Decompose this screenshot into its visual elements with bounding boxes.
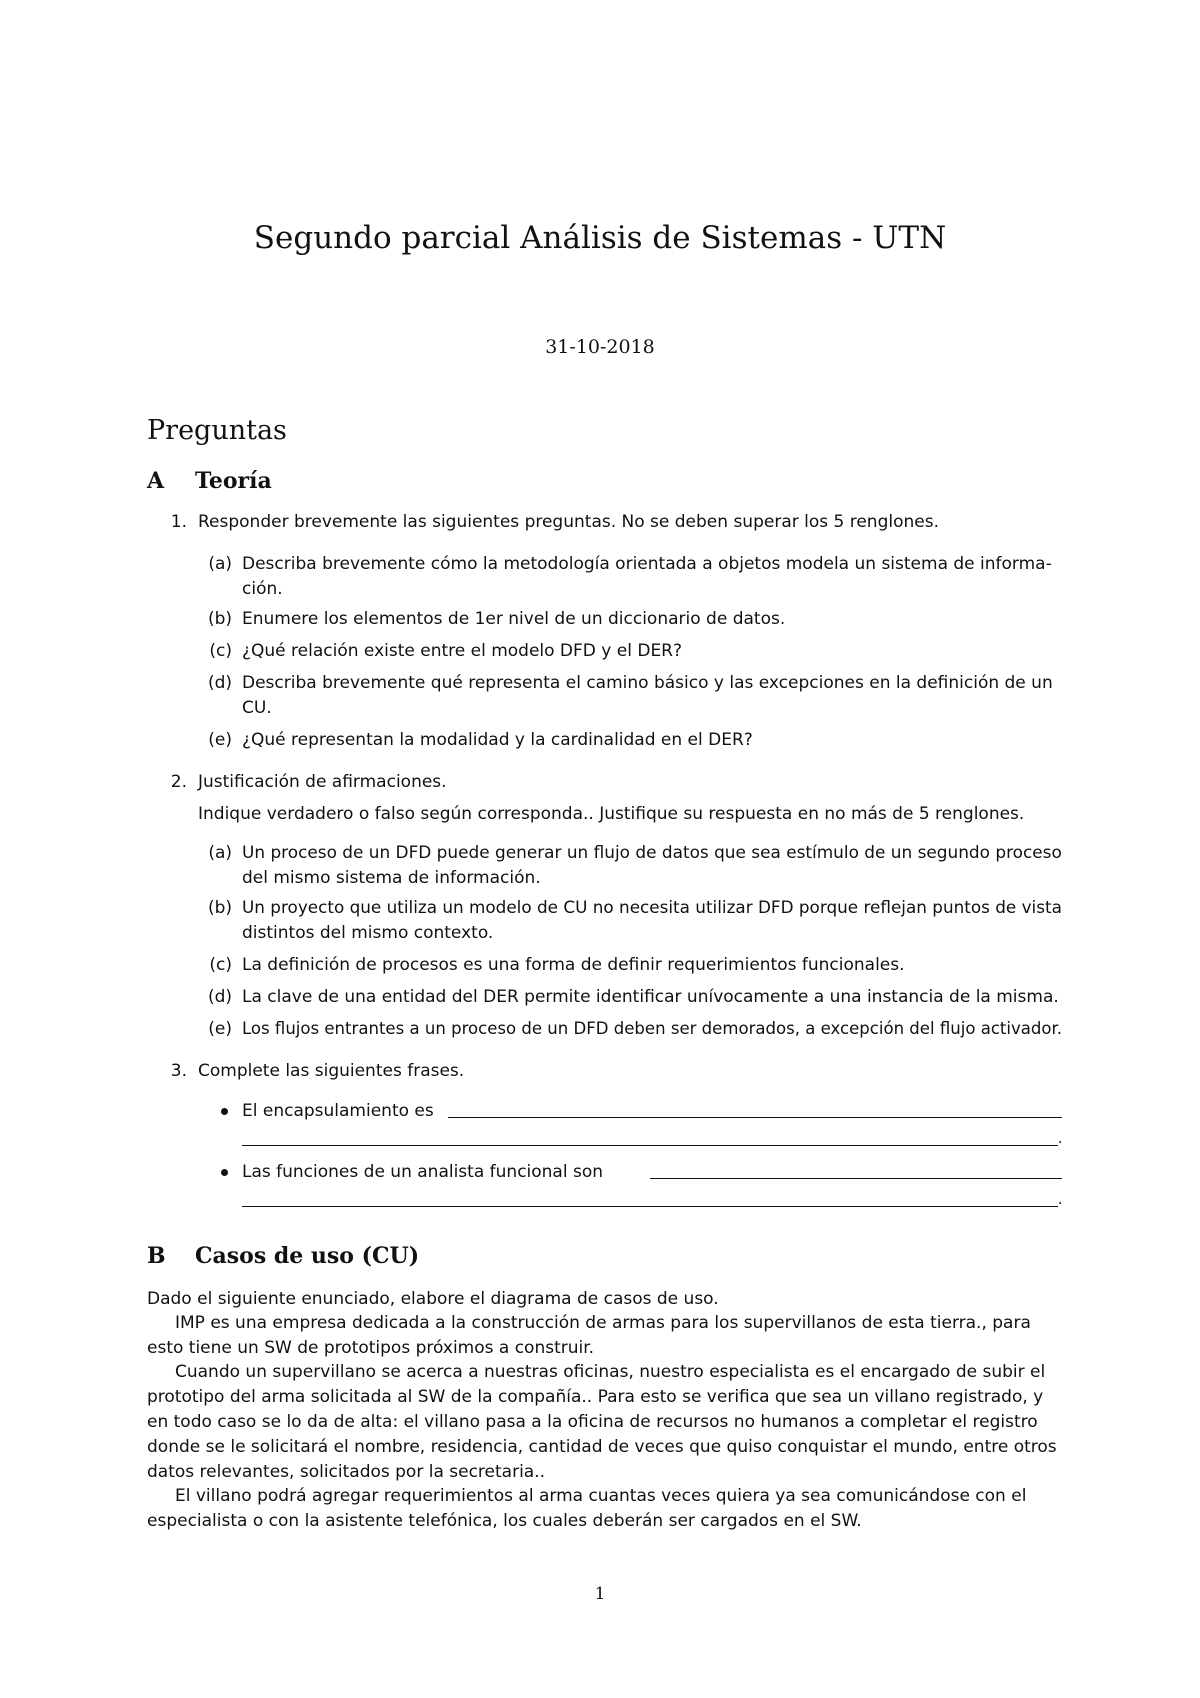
- section-b-heading: [147, 1241, 419, 1271]
- section-a-heading: [147, 466, 272, 496]
- question-1-number: 1.: [170, 512, 187, 532]
- item-text: Describa brevemente cómo la metodología orientada a objetos modela un sistema de informa-: [242, 554, 1052, 574]
- page-number: 1: [594, 1584, 606, 1604]
- item-text: Un proyecto que utiliza un modelo de CU no necesita utilizar DFD porque reflejan puntos de vista: [242, 898, 1062, 918]
- paragraph-line: Cuando un supervillano se acerca a nuestras oficinas, nuestro especialista es el encargado de subir el: [175, 1362, 1046, 1382]
- item-label: (d): [207, 987, 232, 1007]
- item-label: (a): [208, 554, 232, 574]
- item-text-continued: del mismo sistema de información.: [242, 868, 541, 888]
- item-text-continued: ción.: [242, 579, 283, 599]
- question-2-instruction: Indique verdadero o falso según corresponda.. Justifique su respuesta en no más de 5 renglones.: [198, 804, 1025, 824]
- item-text-continued: CU.: [242, 698, 272, 718]
- fill-in-prompt: Las funciones de un analista funcional son: [242, 1162, 604, 1182]
- sentence-end: .: [1058, 1189, 1063, 1209]
- question-1-text: Responder brevemente las siguientes preguntas. No se deben superar los 5 renglones.: [198, 512, 939, 532]
- item-label: (b): [207, 609, 232, 629]
- paragraph-line: IMP es una empresa dedicada a la construcción de armas para los supervillanos de esta tierra., para: [175, 1313, 1031, 1333]
- section-b-title: Casos de uso (CU): [195, 1243, 420, 1269]
- item-text: La definición de procesos es una forma de definir requerimientos funcionales.: [242, 955, 905, 975]
- preguntas-heading: Preguntas: [147, 415, 287, 446]
- paragraph-line: prototipo del arma solicitada al SW de la compañía.. Para esto se verifica que sea un villano registrado, y: [147, 1387, 1044, 1407]
- bullet-icon: [221, 1108, 228, 1115]
- sentence-end: .: [1058, 1128, 1063, 1148]
- section-a-title: Teoría: [195, 468, 272, 494]
- item-text: La clave de una entidad del DER permite identificar unívocamente a una instancia de la misma.: [242, 987, 1059, 1007]
- paragraph-line: donde se le solicitará el nombre, residencia, cantidad de veces que quiso conquistar el mundo, entre otros: [147, 1437, 1057, 1457]
- answer-line[interactable]: [242, 1145, 1058, 1146]
- item-text: Enumere los elementos de 1er nivel de un diccionario de datos.: [242, 609, 786, 629]
- answer-line[interactable]: [650, 1178, 1062, 1179]
- item-text-continued: distintos del mismo contexto.: [242, 923, 494, 943]
- section-a-number: A: [147, 468, 165, 494]
- item-text: Describa brevemente qué representa el camino básico y las excepciones en la definición de un: [242, 673, 1053, 693]
- question-3-number: 3.: [170, 1061, 187, 1081]
- question-2-text: Justificación de afirmaciones.: [198, 772, 447, 792]
- document-title: Segundo parcial Análisis de Sistemas - UTN: [253, 220, 947, 256]
- item-label: (d): [207, 673, 232, 693]
- section-b-number: B: [147, 1243, 166, 1269]
- paragraph-line: especialista o con la asistente telefónica, los cuales deberán ser cargados en el SW.: [147, 1511, 862, 1531]
- item-text: ¿Qué relación existe entre el modelo DFD y el DER?: [242, 641, 683, 661]
- item-text: Los flujos entrantes a un proceso de un DFD deben ser demorados, a excepción del flujo activador.: [242, 1019, 1063, 1039]
- paragraph-line: en todo caso se lo da de alta: el villano pasa a la oficina de recursos no humanos a completar el registro: [147, 1412, 1038, 1432]
- fill-in-prompt: El encapsulamiento es: [242, 1101, 434, 1121]
- answer-line[interactable]: [448, 1117, 1062, 1118]
- question-3-text: Complete las siguientes frases.: [198, 1061, 465, 1081]
- paragraph-line: El villano podrá agregar requerimientos al arma cuantas veces quiera ya sea comunicándose con el: [175, 1486, 1027, 1506]
- question-2-number: 2.: [170, 772, 187, 792]
- item-label: (c): [209, 955, 232, 975]
- paragraph-line: esto tiene un SW de prototipos próximos a construir.: [147, 1338, 595, 1358]
- item-label: (c): [209, 641, 232, 661]
- item-label: (a): [208, 843, 232, 863]
- paragraph-line: datos relevantes, solicitados por la secretaria..: [147, 1462, 546, 1482]
- item-label: (b): [207, 898, 232, 918]
- item-label: (e): [208, 730, 232, 750]
- bullet-icon: [221, 1169, 228, 1176]
- section-b-intro: Dado el siguiente enunciado, elabore el diagrama de casos de uso.: [147, 1289, 719, 1309]
- item-text: Un proceso de un DFD puede generar un flujo de datos que sea estímulo de un segundo proceso: [242, 843, 1062, 863]
- item-label: (e): [208, 1019, 232, 1039]
- item-text: ¿Qué representan la modalidad y la cardinalidad en el DER?: [242, 730, 753, 750]
- document-date: 31-10-2018: [545, 336, 655, 358]
- answer-line[interactable]: [242, 1206, 1058, 1207]
